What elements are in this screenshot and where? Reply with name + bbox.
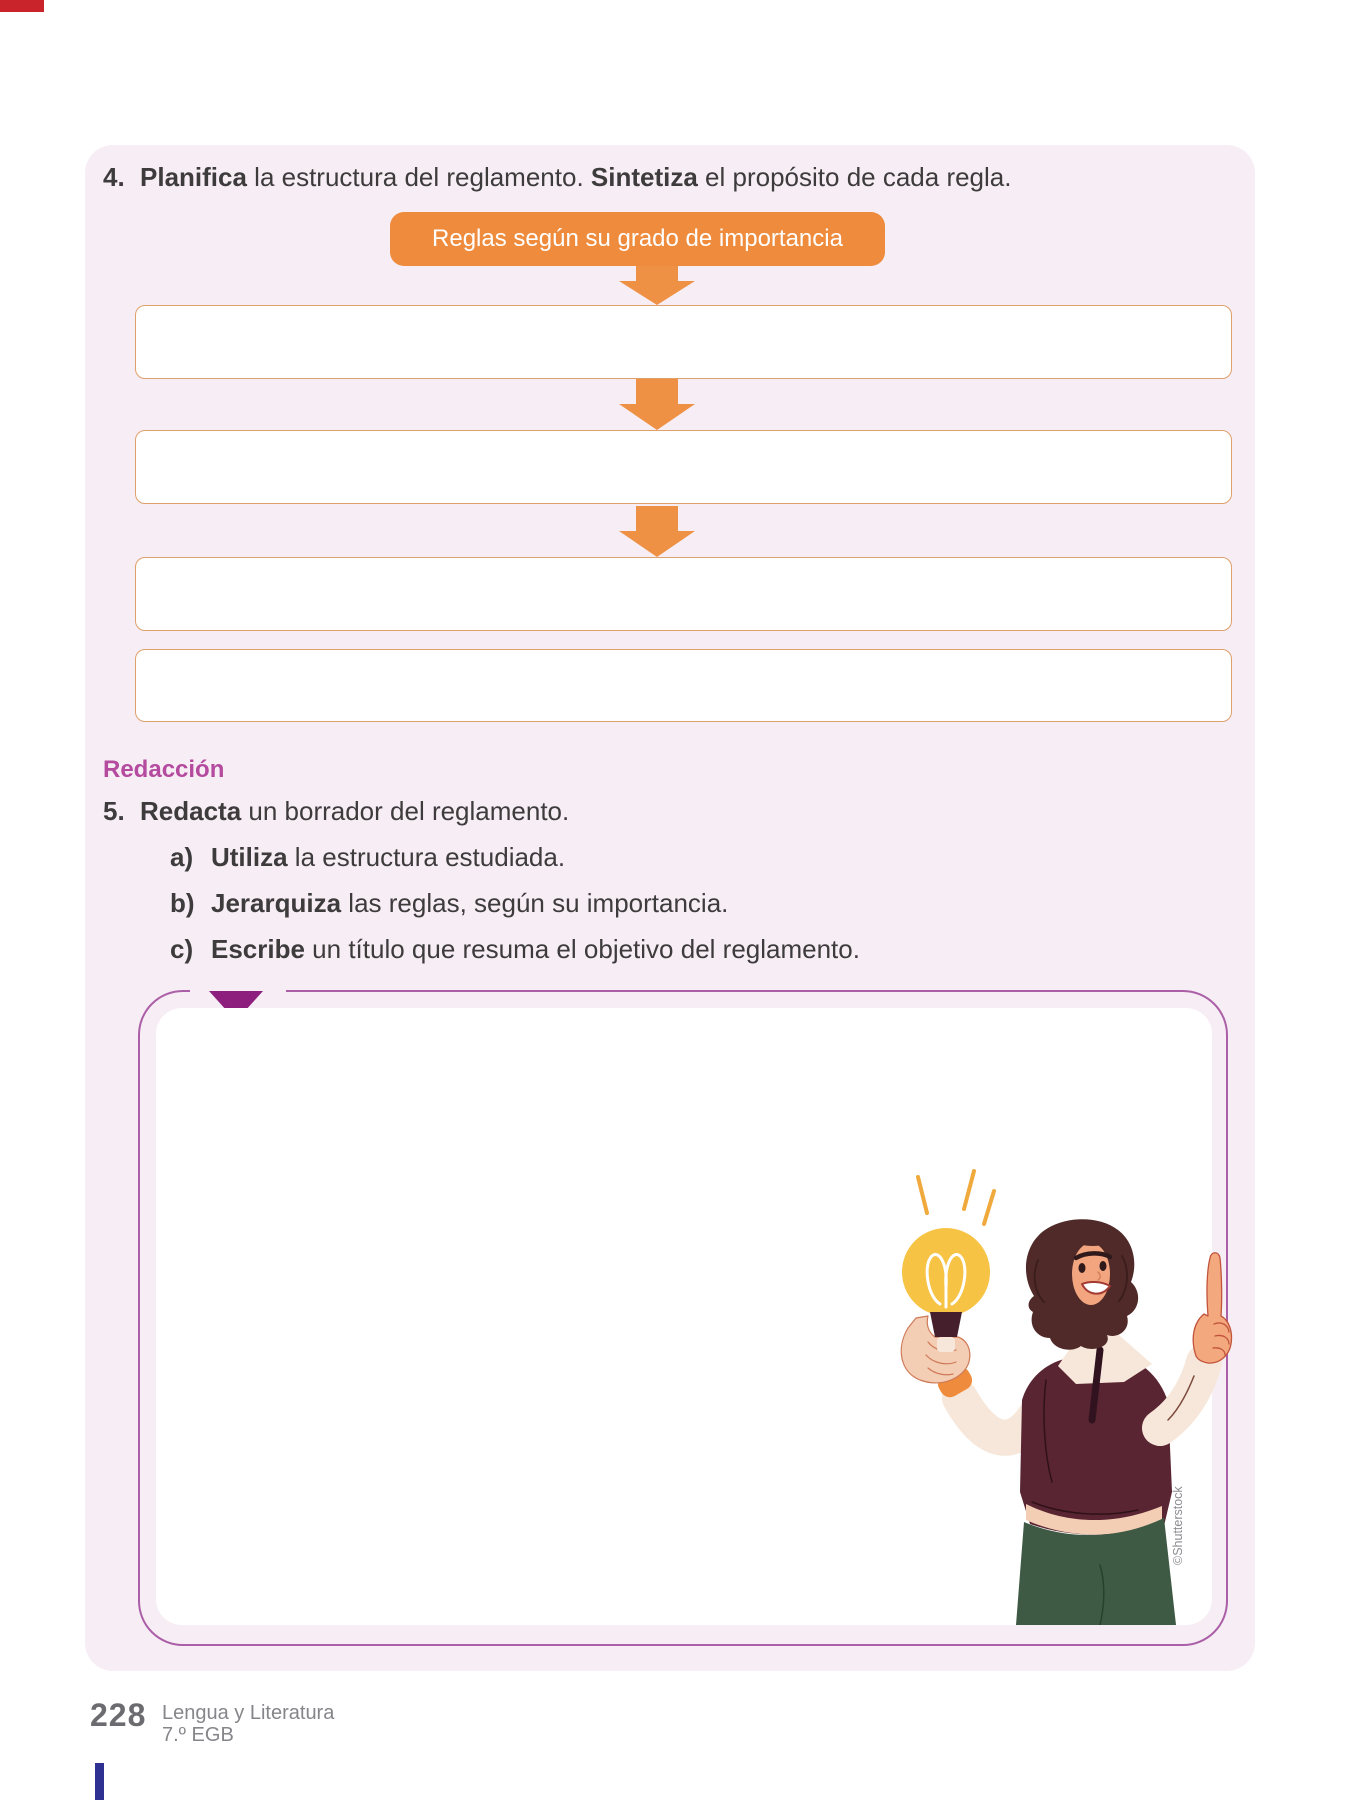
list-item-verb: Utiliza <box>211 842 288 872</box>
print-bleed-mark-blue <box>95 1763 104 1800</box>
list-item-verb: Jerarquiza <box>211 888 342 918</box>
exercise-4-number: 4. <box>103 162 125 192</box>
print-bleed-mark-red <box>0 0 44 12</box>
list-item-label: c) <box>170 934 194 964</box>
image-credit: ©Shutterstock <box>1171 1486 1185 1565</box>
section-heading: Redacción <box>103 756 225 783</box>
list-item-label: a) <box>170 842 194 872</box>
flow-header: Reglas según su grado de importancia <box>390 212 885 266</box>
woman-lightbulb-illustration <box>770 1060 1240 1625</box>
list-item-text: las reglas, según su importancia. <box>341 888 729 918</box>
list-item-verb: Escribe <box>211 934 305 964</box>
list-item <box>170 886 728 920</box>
list-item <box>170 932 860 966</box>
footer-text <box>162 1702 334 1746</box>
exercise-5-verb: Redacta <box>140 796 242 826</box>
exercise-4-verb1: Planifica <box>140 162 247 192</box>
footer-grade: 7.º EGB <box>162 1724 234 1746</box>
exercise-5-text: un borrador del reglamento. <box>241 796 570 826</box>
flow-box-3 <box>135 557 1232 631</box>
exercise-4-text2: el propósito de cada regla. <box>697 162 1012 192</box>
exercise-4-verb2: Sintetiza <box>590 162 698 192</box>
flow-box-1 <box>135 305 1232 379</box>
exercise-5-instruction <box>103 794 569 828</box>
flow-box-2 <box>135 430 1232 504</box>
flow-arrow-down-icon <box>619 506 695 557</box>
flow-arrow-down-icon <box>619 379 695 430</box>
flow-arrow-down-icon <box>619 266 695 305</box>
exercise-4-text1: la estructura del reglamento. <box>246 162 591 192</box>
exercise-5-number: 5. <box>103 796 125 826</box>
list-item <box>170 840 565 874</box>
page-number: 228 <box>90 1697 147 1733</box>
footer-subject: Lengua y Literatura <box>162 1702 335 1724</box>
list-item-text: un título que resuma el objetivo del reglamento. <box>304 934 860 964</box>
list-item-label: b) <box>170 888 195 918</box>
list-item-text: la estructura estudiada. <box>287 842 566 872</box>
flow-box-4 <box>135 649 1232 722</box>
exercise-4-instruction <box>103 160 1011 194</box>
